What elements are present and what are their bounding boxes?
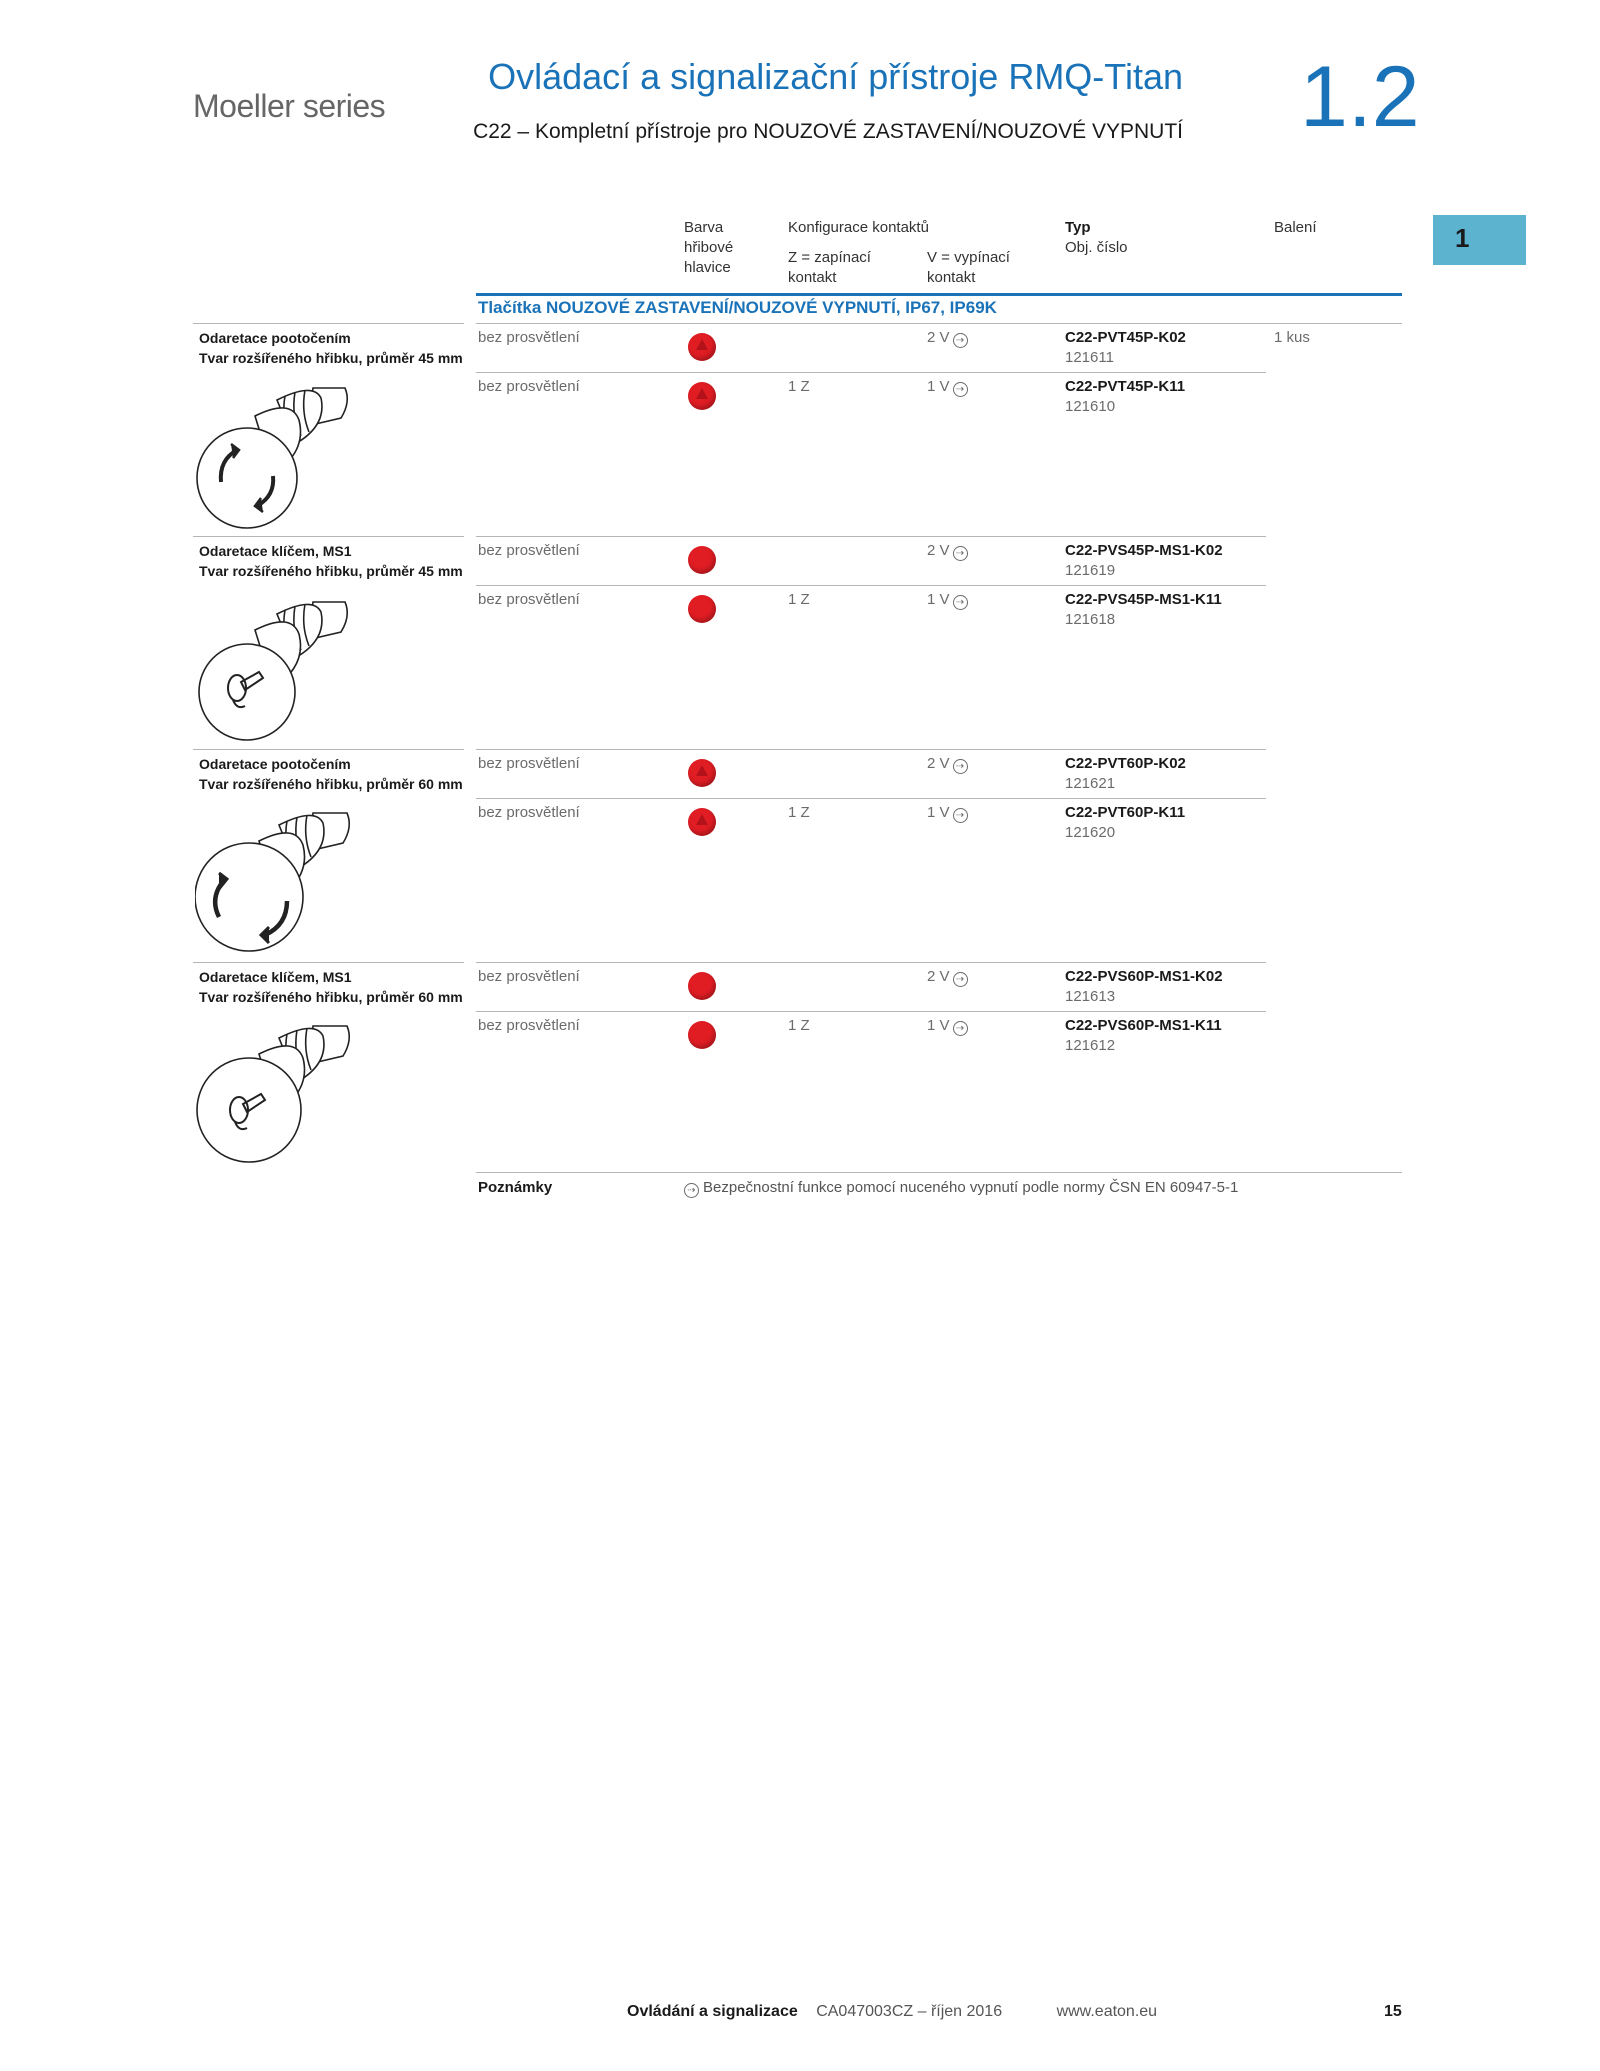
mushroom-color-red [688, 382, 716, 410]
col-config-v-header: V = vypínací kontakt [927, 249, 1010, 286]
type-code: C22-PVS45P-MS1-K02 [1065, 542, 1223, 559]
config-z-cell: 1 Z [788, 591, 810, 608]
group-subtitle: Tvar rozšířeného hřibku, průměr 45 mm [199, 563, 463, 579]
row-rule [476, 798, 1266, 799]
header-rule [476, 293, 1402, 296]
config-v-cell: 2 V ⇢ [927, 541, 968, 561]
row-rule [476, 1011, 1266, 1012]
illumination-cell: bez prosvětlení [478, 1017, 580, 1034]
config-v-cell: 2 V ⇢ [927, 328, 968, 348]
positive-opening-icon: ⇢ [953, 546, 968, 561]
config-v-cell: 1 V ⇢ [927, 590, 968, 610]
page-number: 15 [1384, 2003, 1402, 2020]
row-rule [476, 372, 1266, 373]
pack-cell: 1 kus [1274, 329, 1310, 346]
group-rule [193, 536, 464, 537]
notes-rule [476, 1172, 1402, 1173]
footer-section: Ovládání a signalizace [627, 2003, 798, 2020]
footer-website: www.eaton.eu [1056, 2003, 1158, 2020]
config-z-cell: 1 Z [788, 378, 810, 395]
type-code: C22-PVT60P-K02 [1065, 755, 1186, 772]
key-release-60mm-illustration [195, 1018, 355, 1168]
positive-opening-icon: ⇢ [953, 808, 968, 823]
col-pack-header: Balení [1274, 219, 1317, 236]
section-rule [476, 323, 1402, 324]
col-type-header: Typ [1065, 219, 1091, 236]
order-number: 121619 [1065, 562, 1116, 579]
row-rule [476, 749, 1266, 750]
type-code: C22-PVS60P-MS1-K11 [1065, 1017, 1222, 1034]
config-z-cell: 1 Z [788, 1017, 810, 1034]
col-color-header: Barva hřibové hlavice [684, 219, 734, 276]
illumination-cell: bez prosvětlení [478, 755, 580, 772]
notes-text: ⇢ Bezpečnostní funkce pomocí nuceného vypnutí podle normy ČSN EN 60947-5-1 [684, 1179, 1238, 1198]
illumination-cell: bez prosvětlení [478, 804, 580, 821]
config-z-cell: 1 Z [788, 804, 810, 821]
positive-opening-icon: ⇢ [953, 382, 968, 397]
illumination-cell: bez prosvětlení [478, 591, 580, 608]
order-number: 121620 [1065, 824, 1116, 841]
type-code: C22-PVT45P-K11 [1065, 378, 1186, 395]
group-subtitle: Tvar rozšířeného hřibku, průměr 60 mm [199, 989, 463, 1005]
order-number: 121618 [1065, 611, 1116, 628]
footer [627, 2003, 1157, 2021]
col-config-header: Konfigurace kontaktů [788, 219, 929, 236]
positive-opening-icon: ⇢ [953, 759, 968, 774]
row-rule [476, 585, 1266, 586]
mushroom-color-red [688, 595, 716, 623]
group-title: Odaretace pootočením [199, 330, 351, 346]
illumination-cell: bez prosvětlení [478, 329, 580, 346]
config-v-cell: 2 V ⇢ [927, 754, 968, 774]
group-title: Odaretace klíčem, MS1 [199, 969, 352, 985]
illumination-cell: bez prosvětlení [478, 542, 580, 559]
group-rule [193, 323, 464, 324]
mushroom-color-red [688, 333, 716, 361]
order-number: 121613 [1065, 988, 1116, 1005]
group-title: Odaretace pootočením [199, 756, 351, 772]
section-label: Tlačítka NOUZOVÉ ZASTAVENÍ/NOUZOVÉ VYPNUTÍ, IP67, IP69K [478, 298, 997, 317]
mushroom-color-red [688, 808, 716, 836]
group-subtitle: Tvar rozšířeného hřibku, průměr 60 mm [199, 776, 463, 792]
config-v-cell: 1 V ⇢ [927, 803, 968, 823]
notes-label: Poznámky [478, 1179, 553, 1196]
type-code: C22-PVS60P-MS1-K02 [1065, 968, 1223, 985]
illumination-cell: bez prosvětlení [478, 968, 580, 985]
type-code: C22-PVT45P-K02 [1065, 329, 1186, 346]
positive-opening-icon: ⇢ [953, 333, 968, 348]
row-rule [476, 962, 1266, 963]
group-title: Odaretace klíčem, MS1 [199, 543, 352, 559]
mushroom-color-red [688, 1021, 716, 1049]
group-rule [193, 962, 464, 963]
type-code: C22-PVS45P-MS1-K11 [1065, 591, 1222, 608]
series-label: Moeller series [193, 88, 386, 124]
order-number: 121612 [1065, 1037, 1116, 1054]
order-number: 121610 [1065, 398, 1116, 415]
order-number: 121621 [1065, 775, 1116, 792]
positive-opening-icon: ⇢ [953, 595, 968, 610]
mushroom-color-red [688, 546, 716, 574]
rotary-release-60mm-illustration [195, 805, 355, 955]
group-rule [193, 749, 464, 750]
mushroom-color-red [688, 759, 716, 787]
chapter-tab: 1 [1433, 215, 1526, 265]
rotary-release-45mm-illustration [195, 378, 355, 530]
col-config-z-header: Z = zapínací kontakt [788, 249, 871, 286]
footer-catalog: CA047003CZ – říjen 2016 [816, 2003, 1003, 2020]
type-code: C22-PVT60P-K11 [1065, 804, 1186, 821]
order-number: 121611 [1065, 349, 1114, 366]
positive-opening-icon: ⇢ [684, 1183, 699, 1198]
page-title: Ovládací a signalizační přístroje RMQ-Titan [488, 56, 1183, 97]
config-v-cell: 2 V ⇢ [927, 967, 968, 987]
config-v-cell: 1 V ⇢ [927, 377, 968, 397]
positive-opening-icon: ⇢ [953, 972, 968, 987]
illumination-cell: bez prosvětlení [478, 378, 580, 395]
group-subtitle: Tvar rozšířeného hřibku, průměr 45 mm [199, 350, 463, 366]
positive-opening-icon: ⇢ [953, 1021, 968, 1036]
mushroom-color-red [688, 972, 716, 1000]
section-number: 1.2 [1300, 49, 1420, 145]
row-rule [476, 536, 1266, 537]
page-subtitle: C22 – Kompletní přístroje pro NOUZOVÉ ZASTAVENÍ/NOUZOVÉ VYPNUTÍ [473, 120, 1183, 143]
config-v-cell: 1 V ⇢ [927, 1016, 968, 1036]
col-order-header: Obj. číslo [1065, 239, 1128, 256]
key-release-45mm-illustration [195, 592, 355, 742]
